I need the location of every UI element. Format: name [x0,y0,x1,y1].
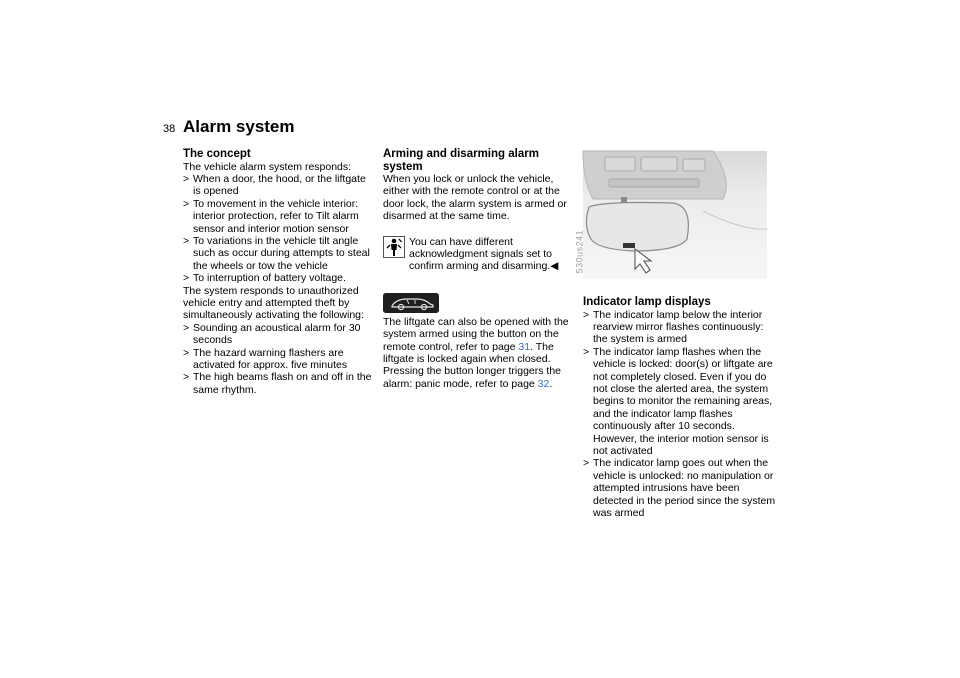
concept-heading: The concept [183,148,251,160]
list-item: > To variations in the vehicle tilt angle such as occur during attempts to steal the wheels or tow the vehicle [183,235,375,272]
arming-body: When you lock or unlock the vehicle, either with the remote control or at the door lock, the alarm system is armed or disarmed at the same time. [383,173,567,223]
rearview-mirror-photo [574,151,767,279]
concept-section [183,148,375,396]
page-link-32[interactable]: 32 [537,377,550,390]
page-title: Alarm system [183,117,295,136]
list-item: > Sounding an acoustical alarm for 30 seconds [183,322,375,347]
list-item: > The high beams flash on and off in the same rhythm. [183,371,375,396]
list-item: > The indicator lamp below the interior rearview mirror flashes continuously: the system is armed [583,309,778,346]
car-icon [383,293,439,313]
list-item: > To movement in the vehicle interior: interior protection, refer to Tilt alarm sensor and interior motion sensor [183,198,375,235]
list-item: > To interruption of battery voltage. [183,272,375,284]
list-item: > When a door, the hood, or the liftgate is opened [183,173,375,198]
list-item: > The indicator lamp flashes when the vehicle is locked: door(s) or liftgate are not completely closed. Even if you do not close the alerted area, the system begins to monitor the remaining areas, and the indicator lamp flashes continuously after 10 seconds. However, the interior motion sensor is not activated [583,346,778,458]
list-item: > The indicator lamp goes out when the vehicle is unlocked: no manipulation or attempted intrusions have been detected in the period since the system was armed [583,457,778,519]
photo-code: 530us241 [574,229,585,273]
reactions-list [183,322,375,396]
indicator-list [583,309,778,520]
arming-section [383,148,578,390]
page-link-31[interactable]: 31 [518,340,531,353]
service-person-icon [383,236,405,258]
list-item: > The hazard warning flashers are activated for approx. five minutes [183,347,375,372]
liftgate-text: The liftgate can also be opened with the system armed using the button on the remote control, refer to page 31. The liftgate is locked again when closed. Pressing the button longer triggers the alarm: panic mode, refer to page 32. [383,315,569,390]
concept-intro: The vehicle alarm system responds: [183,160,352,173]
page-number: 38 [163,123,176,135]
reaction-intro: The system responds to unauthorized vehicle entry and attempted theft by simultaneously activating the following: [183,284,364,322]
note-block [383,236,578,273]
note-text: You can have different acknowledgment signals set to confirm arming and disarming.◀ [409,235,559,273]
end-mark: ◀ [550,260,559,273]
indicator-section [574,151,778,519]
indicator-heading: Indicator lamp displays [583,296,711,308]
responds-list [183,173,375,285]
arming-heading: Arming and disarming alarm system [383,148,539,173]
